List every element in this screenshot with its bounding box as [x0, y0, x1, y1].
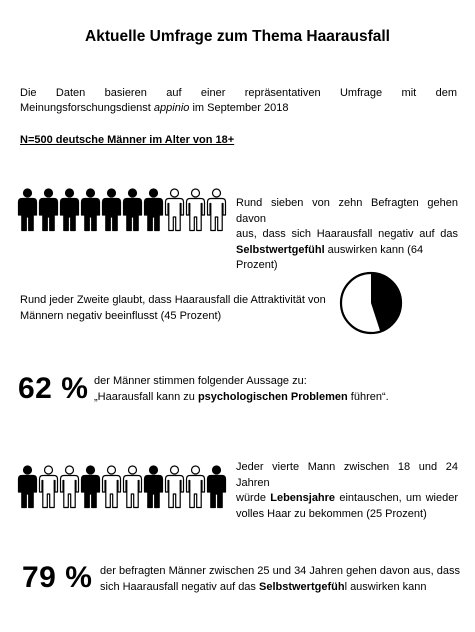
person-icon-filled — [80, 465, 101, 509]
person-icon-filled — [38, 188, 59, 232]
brand-name: appinio — [153, 102, 190, 114]
fact-1-line-1: Rund sieben von zehn Befragten gehen davon — [236, 197, 458, 225]
person-icon-outline — [59, 465, 80, 509]
person-icon-outline — [164, 188, 185, 232]
fact-2-line-2: Männern negativ beeinflusst (45 Prozent) — [20, 309, 222, 322]
fact-5-text — [100, 564, 460, 595]
person-icon-outline — [122, 465, 143, 509]
person-icon-outline — [164, 465, 185, 509]
fact-2-line-1: Rund jeder Zweite glaubt, dass Haarausfall die Attraktivität von — [20, 294, 326, 306]
person-icon-filled — [80, 188, 101, 232]
person-icon-outline — [101, 465, 122, 509]
fact-5-percent: 79 % — [22, 561, 93, 594]
fact-4-line-2: würde Lebensjahre eintauschen, um wieder — [236, 492, 458, 504]
intro-line-1: Die Daten basieren auf einer repräsentativen Umfrage mit dem — [20, 87, 457, 99]
person-icon-filled — [17, 188, 38, 232]
fact-4-text — [236, 460, 458, 522]
fact-1-text — [236, 196, 458, 274]
people-row-2 — [17, 465, 227, 509]
person-icon-filled — [101, 188, 122, 232]
fact-1-line-2: aus, dass sich Haarausfall negativ auf das — [236, 228, 458, 240]
sample-size-label: N=500 deutsche Männer im Alter von 18+ — [20, 134, 235, 146]
person-icon-filled — [122, 188, 143, 232]
person-icon-outline — [38, 465, 59, 509]
fact-3-line-2: „Haarausfall kann zu psychologischen Problemen führen“. — [94, 390, 389, 403]
fact-3-percent: 62 % — [18, 372, 89, 405]
fact-4-line-3: volles Haar zu bekommen (25 Prozent) — [236, 507, 427, 520]
fact-2-text — [20, 293, 340, 324]
person-icon-outline — [185, 188, 206, 232]
fact-1-line-3: Selbstwertgefühl auswirken kann (64 Prozent) — [236, 243, 424, 271]
person-icon-outline — [185, 465, 206, 509]
person-icon-filled — [17, 465, 38, 509]
person-icon-filled — [143, 188, 164, 232]
page-title: Aktuelle Umfrage zum Thema Haarausfall — [85, 28, 390, 45]
person-icon-filled — [206, 465, 227, 509]
fact-5-line-1: der befragten Männer zwischen 25 und 34 Jahren gehen davon aus, dass — [100, 565, 460, 577]
pie-chart-icon — [338, 270, 404, 336]
fact-4-line-1: Jeder vierte Mann zwischen 18 und 24 Jahren — [236, 461, 458, 489]
intro-text — [20, 86, 457, 116]
person-icon-filled — [59, 188, 80, 232]
fact-3-line-1: der Männer stimmen folgender Aussage zu: — [94, 375, 307, 387]
person-icon-outline — [206, 188, 227, 232]
intro-line-2: Meinungsforschungsdienst appinio im September 2018 — [20, 102, 289, 114]
person-icon-filled — [143, 465, 164, 509]
fact-5-line-2: sich Haarausfall negativ auf das Selbstwertgefühl auswirken kann — [100, 580, 427, 593]
people-row-1 — [17, 188, 227, 232]
fact-3-text — [94, 374, 434, 405]
